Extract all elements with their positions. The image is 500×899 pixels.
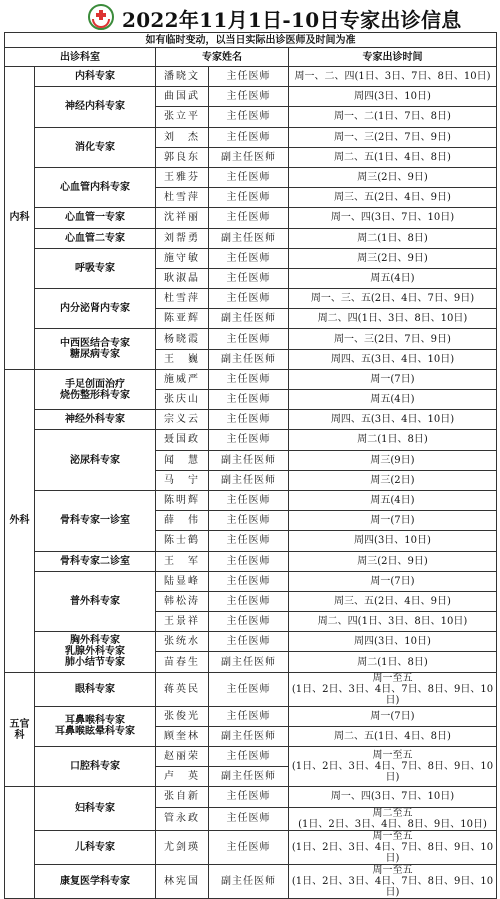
clinic-time-line: 周一至五 [372,672,413,684]
doctor-title: 主任医师 [209,87,289,107]
department-name: 骨科专家一诊室 [60,515,130,527]
clinic-time [289,726,497,746]
doctor-name: 沈祥丽 [156,208,209,228]
department-name: 中西医结合专家 [60,338,130,350]
doctor-title: 主任医师 [209,329,289,349]
doctor-name: 张庆山 [156,390,209,410]
table-row [5,87,497,107]
doctor-title: 副主任医师 [209,349,289,369]
clinic-time [289,490,497,510]
clinic-time-line: (1日、2日、3日、4日、8日、9日、10日) [298,818,487,830]
doctor-title: 副主任医师 [209,470,289,490]
department-cell [35,67,156,87]
doctor-title: 主任医师 [209,672,289,706]
clinic-time-line: 周二(1日、8日) [357,656,428,668]
department-name: 神经内科专家 [65,101,125,113]
clinic-time-line: 周五(4日) [370,495,415,507]
doctor-name: 陆显峰 [156,571,209,591]
clinic-time [289,632,497,652]
department-cell [35,87,156,127]
clinic-time [289,67,497,87]
department-cell [35,551,156,571]
clinic-time-line: 周三(2日、9日) [357,555,428,567]
department-name: 神经外科专家 [65,414,125,426]
clinic-time [289,390,497,410]
doctor-title: 主任医师 [209,612,289,632]
clinic-time [289,329,497,349]
department-name: 呼吸专家 [75,262,115,274]
doctor-title: 主任医师 [209,248,289,268]
department-cell [35,430,156,491]
clinic-time-line: 周五(4日) [370,272,415,284]
clinic-time-line: 周三(2日) [370,474,415,486]
clinic-time [289,268,497,288]
department-name: 胸外科专家 [70,635,120,647]
doctor-name: 卢 英 [156,767,209,787]
department-cell [35,864,156,898]
doctor-title: 主任医师 [209,551,289,571]
doctor-title: 副主任医师 [209,864,289,898]
department-name: 心血管一专家 [65,212,125,224]
clinic-time-line: 周四(3日、10日) [354,535,431,547]
department-name: 内分泌肾内专家 [60,303,130,315]
column-header-time: 专家出诊时间 [289,48,497,67]
doctor-name: 张立平 [156,107,209,127]
department-name: 妇科专家 [75,802,115,814]
clinic-time [289,531,497,551]
doctor-title: 主任医师 [209,390,289,410]
doctor-name: 薛 伟 [156,511,209,531]
department-name: 康复医学科专家 [60,875,130,887]
department-name: 儿科专家 [75,841,115,853]
clinic-time-line: 周三、五(2日、4日、9日) [334,595,451,607]
clinic-time [289,511,497,531]
clinic-time [289,450,497,470]
doctor-title: 副主任医师 [209,228,289,248]
clinic-time-line: 周二至五 [372,807,413,819]
department-cell [35,787,156,830]
clinic-time-line: 周一、四(3日、7日、10日) [330,212,455,224]
clinic-time-line: 周一(7日) [370,575,415,587]
clinic-time-line: 周三(9日) [370,454,415,466]
clinic-time [289,612,497,632]
doctor-title: 副主任医师 [209,309,289,329]
doctor-name: 王 巍 [156,349,209,369]
clinic-time-line: 周二、五(1日、4日、8日) [334,730,451,742]
doctor-title: 主任医师 [209,490,289,510]
doctor-title: 主任医师 [209,208,289,228]
clinic-time-line: 周一、二(1日、7日、8日) [334,111,451,123]
table-row [5,632,497,652]
table-row [5,248,497,268]
doctor-name: 曲国武 [156,87,209,107]
column-header-dept: 出诊科室 [5,48,156,67]
doctor-name: 施威严 [156,369,209,389]
table-row [5,787,497,807]
department-cell [35,571,156,632]
clinic-time [289,167,497,187]
schedule-table [4,32,497,899]
clinic-time-line: 周二(1日、8日) [357,434,428,446]
category-cell: 外科 [5,369,35,672]
doctor-title: 主任医师 [209,807,289,830]
clinic-time [289,652,497,672]
doctor-name: 赵丽荣 [156,747,209,767]
department-cell [35,369,156,409]
clinic-time [289,127,497,147]
clinic-time-line: 周四(3日、10日) [354,636,431,648]
doctor-title: 主任医师 [209,127,289,147]
clinic-time [289,706,497,726]
doctor-name: 陈明辉 [156,490,209,510]
doctor-name: 刘 杰 [156,127,209,147]
department-name: 消化专家 [75,141,115,153]
doctor-title: 主任医师 [209,410,289,430]
clinic-time-line: 周一、四(3日、7日、10日) [330,791,455,803]
clinic-time-line: 周三、五(2日、4日、9日) [334,192,451,204]
doctor-name: 施守敏 [156,248,209,268]
department-cell [35,127,156,167]
table-row [5,864,497,898]
clinic-time [289,87,497,107]
table-row [5,830,497,864]
clinic-time-line: 周四、五(3日、4日、10日) [330,414,455,426]
doctor-title: 主任医师 [209,188,289,208]
clinic-time-line: 周三(2日、9日) [357,252,428,264]
doctor-title: 主任医师 [209,591,289,611]
hospital-logo-icon [88,4,114,30]
department-name: 糖尿病专家 [70,349,120,361]
department-cell [35,167,156,207]
table-row [5,551,497,571]
department-name: 耳鼻喉眩晕科专家 [55,726,135,738]
doctor-title: 主任医师 [209,167,289,187]
doctor-name: 蒋英民 [156,672,209,706]
table-row [5,228,497,248]
doctor-title: 副主任医师 [209,147,289,167]
clinic-time-line: 周一、三(2日、7日、9日) [334,131,451,143]
clinic-time-line: 周二、四(1日、3日、8日、10日) [317,616,468,628]
clinic-time-line: (1日、2日、3日、4日、7日、8日、9日、10日) [291,683,494,706]
doctor-title: 主任医师 [209,511,289,531]
table-row [5,571,497,591]
clinic-time-line: 周二(1日、8日) [357,232,428,244]
department-name: 手足创面治疗 [65,378,125,390]
clinic-time [289,551,497,571]
department-cell [35,208,156,228]
doctor-name: 耿淑晶 [156,268,209,288]
page-title: 2022年11月1日-10日专家出诊信息 [122,8,462,32]
department-cell [35,289,156,329]
clinic-time-line: 周一(7日) [370,373,415,385]
doctor-name: 杜雪萍 [156,289,209,309]
clinic-time [289,228,497,248]
department-name: 内科专家 [75,71,115,83]
clinic-time [289,147,497,167]
doctor-name: 管永政 [156,807,209,830]
clinic-time-line: 周四、五(3日、4日、10日) [330,353,455,365]
department-name: 普外科专家 [70,595,120,607]
department-name: 耳鼻喉科专家 [65,715,125,727]
doctor-title: 主任医师 [209,67,289,87]
doctor-title: 主任医师 [209,289,289,309]
doctor-title: 副主任医师 [209,652,289,672]
clinic-time [289,747,497,787]
table-row [5,127,497,147]
clinic-time [289,188,497,208]
table-row [5,490,497,510]
doctor-title: 主任医师 [209,830,289,864]
clinic-time [289,107,497,127]
clinic-time-line: 周四(3日、10日) [354,91,431,103]
department-cell [35,410,156,430]
clinic-time-line: 周一(7日) [370,515,415,527]
department-cell [35,248,156,288]
clinic-time [289,369,497,389]
doctor-name: 张俊光 [156,706,209,726]
doctor-title: 主任医师 [209,706,289,726]
doctor-title: 副主任医师 [209,450,289,470]
clinic-time [289,787,497,807]
table-row [5,672,497,706]
clinic-time-line: 周一、三(2日、7日、9日) [334,333,451,345]
department-cell [35,632,156,672]
table-row [5,706,497,726]
clinic-time [289,591,497,611]
department-name: 泌尿科专家 [70,454,120,466]
clinic-time-line: 周一、二、四(1日、3日、7日、8日、10日) [294,71,491,83]
doctor-title: 主任医师 [209,268,289,288]
doctor-name: 聂国政 [156,430,209,450]
doctor-name: 陈亚辉 [156,309,209,329]
clinic-time [289,289,497,309]
doctor-name: 刘帮勇 [156,228,209,248]
table-row [5,369,497,389]
clinic-time-line: 周五(4日) [370,394,415,406]
clinic-time [289,430,497,450]
department-name: 肺小结节专家 [65,657,125,669]
clinic-time-line: 周二、五(1日、4日、8日) [334,151,451,163]
clinic-time [289,807,497,830]
table-row [5,208,497,228]
doctor-title: 主任医师 [209,632,289,652]
department-name: 烧伤整形科专家 [60,389,130,401]
department-cell [35,672,156,706]
clinic-time [289,248,497,268]
doctor-name: 闻 慧 [156,450,209,470]
department-cell [35,490,156,551]
department-name: 乳腺外科专家 [65,646,125,658]
clinic-time-line: 周三(2日、9日) [357,172,428,184]
clinic-time [289,864,497,898]
doctor-name: 陈士鹤 [156,531,209,551]
doctor-title: 副主任医师 [209,726,289,746]
department-cell [35,830,156,864]
doctor-name: 顾奎林 [156,726,209,746]
category-cell: 五官科 [5,672,35,787]
clinic-time-line: 周一至五 [372,864,413,876]
clinic-time-line: 周一至五 [372,830,413,842]
clinic-time [289,571,497,591]
clinic-time [289,672,497,706]
department-cell [35,747,156,787]
doctor-title: 主任医师 [209,107,289,127]
doctor-name: 潘晓文 [156,67,209,87]
clinic-time-line: (1日、2日、3日、4日、7日、8日、9日、10日) [291,761,494,784]
notice-text: 如有临时变动，以当日实际出诊医师及时间为准 [5,33,497,48]
doctor-title: 主任医师 [209,787,289,807]
clinic-time-line: 周二、四(1日、3日、8日、10日) [317,313,468,325]
clinic-time-line: 周一(7日) [370,710,415,722]
doctor-name: 林宪国 [156,864,209,898]
doctor-title: 副主任医师 [209,767,289,787]
department-cell [35,706,156,746]
doctor-name: 张统水 [156,632,209,652]
clinic-time [289,349,497,369]
doctor-name: 杨晓霞 [156,329,209,349]
doctor-name: 马 宁 [156,470,209,490]
department-name: 心血管二专家 [65,232,125,244]
clinic-time-line: 周一至五 [372,750,413,762]
clinic-time [289,208,497,228]
doctor-name: 张自新 [156,787,209,807]
doctor-name: 宗义云 [156,410,209,430]
doctor-name: 王 军 [156,551,209,571]
table-row [5,747,497,767]
doctor-name: 杜雪萍 [156,188,209,208]
doctor-name: 郭良东 [156,147,209,167]
doctor-name: 尤剑瑛 [156,830,209,864]
doctor-name: 王雅芬 [156,167,209,187]
clinic-time [289,830,497,864]
table-row [5,329,497,349]
column-header-name: 专家姓名 [156,48,289,67]
category-cell: 内科 [5,67,35,370]
clinic-time [289,309,497,329]
category-cell [5,787,35,898]
department-cell [35,329,156,369]
department-cell [35,228,156,248]
doctor-name: 苗春生 [156,652,209,672]
clinic-time [289,470,497,490]
clinic-time-line: (1日、2日、3日、4日、7日、8日、9日、10日) [291,875,494,898]
table-row [5,67,497,87]
doctor-title: 主任医师 [209,369,289,389]
doctor-title: 主任医师 [209,747,289,767]
department-name: 心血管内科专家 [60,182,130,194]
doctor-title: 主任医师 [209,531,289,551]
table-row [5,167,497,187]
doctor-title: 主任医师 [209,430,289,450]
clinic-time [289,410,497,430]
table-row [5,289,497,309]
clinic-time-line: (1日、2日、3日、4日、7日、8日、9日、10日) [291,841,494,864]
doctor-name: 韩松涛 [156,591,209,611]
clinic-time-line: 周一、三、五(2日、4日、7日、9日) [310,293,475,305]
department-name: 眼科专家 [75,683,115,695]
table-row [5,430,497,450]
doctor-name: 王景祥 [156,612,209,632]
department-name: 口腔科专家 [70,761,120,773]
doctor-title: 主任医师 [209,571,289,591]
department-name: 骨科专家二诊室 [60,555,130,567]
table-row [5,410,497,430]
